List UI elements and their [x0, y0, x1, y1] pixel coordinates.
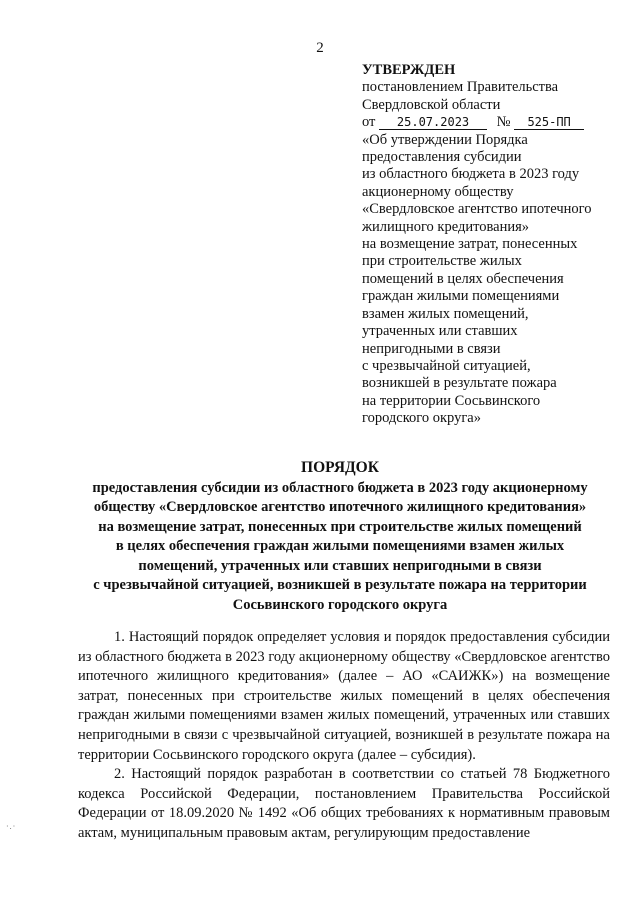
title-line: помещений, утраченных или ставших непригодными в связи [138, 557, 542, 574]
approval-number: 525-ПП [514, 115, 584, 130]
subject-line: с чрезвычайной ситуацией, [362, 357, 531, 374]
document-title-block [60, 458, 620, 615]
subject-line: из областного бюджета в 2023 году [362, 166, 580, 183]
subject-line: взамен жилых помещений, [362, 305, 529, 322]
date-prefix: от [362, 114, 376, 131]
subject-line: предоставления субсидии [362, 149, 522, 166]
title-line: в целях обеспечения граждан жилыми помещениями взамен жилых [115, 538, 565, 554]
approval-block [362, 62, 632, 428]
number-prefix: № [496, 114, 511, 131]
subject-line: помещений в целях обеспечения [362, 270, 564, 287]
subject-line: жилищного кредитования» [362, 218, 530, 235]
title-line: обществу «Свердловское агентство ипотечного жилищного кредитования» [93, 499, 587, 515]
page-number: 2 [316, 40, 324, 56]
subject-line: при строительстве жилых [362, 253, 522, 270]
subject-line: «Об утверждении Порядка [362, 131, 528, 148]
document-body [78, 628, 610, 844]
document-title: ПОРЯДОК [301, 459, 379, 476]
subject-line: граждан жилыми помещениями [362, 288, 560, 305]
approval-date: 25.07.2023 [379, 115, 487, 130]
subject-line: на территории Сосьвинского [362, 392, 541, 409]
title-line: с чрезвычайной ситуацией, возникшей в результате пожара на территории [93, 577, 587, 593]
subject-line: утраченных или ставших [362, 323, 518, 340]
subject-line: непригодными в связи [362, 340, 501, 357]
title-line: предоставления субсидии из областного бюджета в 2023 году акционерному [92, 479, 588, 496]
approval-line-1: постановлением Правительства [362, 79, 559, 96]
approval-date-number-row [362, 114, 632, 131]
approval-line-2: Свердловской области [362, 96, 501, 113]
scan-margin-mark: ·.· [6, 822, 17, 831]
subject-line: акционерному обществу [362, 183, 514, 200]
title-line: Сосьвинского городского округа [232, 596, 448, 613]
subject-line: «Свердловское агентство ипотечного [362, 201, 592, 218]
approved-heading: УТВЕРЖДЕН [362, 62, 456, 78]
subject-line: городского округа» [362, 410, 481, 427]
paragraph-2: 2. Настоящий порядок разработан в соответствии со статьей 78 Бюджетного кодекса Российской Федерации, постановлением Правительства Российской Федерации от 18.09.2020 № 1492 «Об общих требованиях к нормативным правовым актам, муниципальным правовым актам, регулирующим предоставление [78, 766, 610, 841]
title-line: на возмещение затрат, понесенных при строительстве жилых помещений [98, 518, 582, 535]
subject-line: на возмещение затрат, понесенных [362, 236, 578, 253]
paragraph-1: 1. Настоящий порядок определяет условия и порядок предоставления субсидии из областного бюджета в 2023 году акционерному обществу «Свердловское агентство ипотечного жилищного кредитования» (далее – АО «САИЖК») на возмещение затрат, понесенных при строительстве жилых помещений в целях обеспечения граждан жилыми помещениями взамен жилых помещений, утраченных или ставших непригодными в связи с чрезвычайной ситуацией, возникшей в результате пожара на территории Сосьвинского городского округа (далее – субсидия). [78, 629, 610, 763]
subject-line: возникшей в результате пожара [362, 375, 557, 392]
